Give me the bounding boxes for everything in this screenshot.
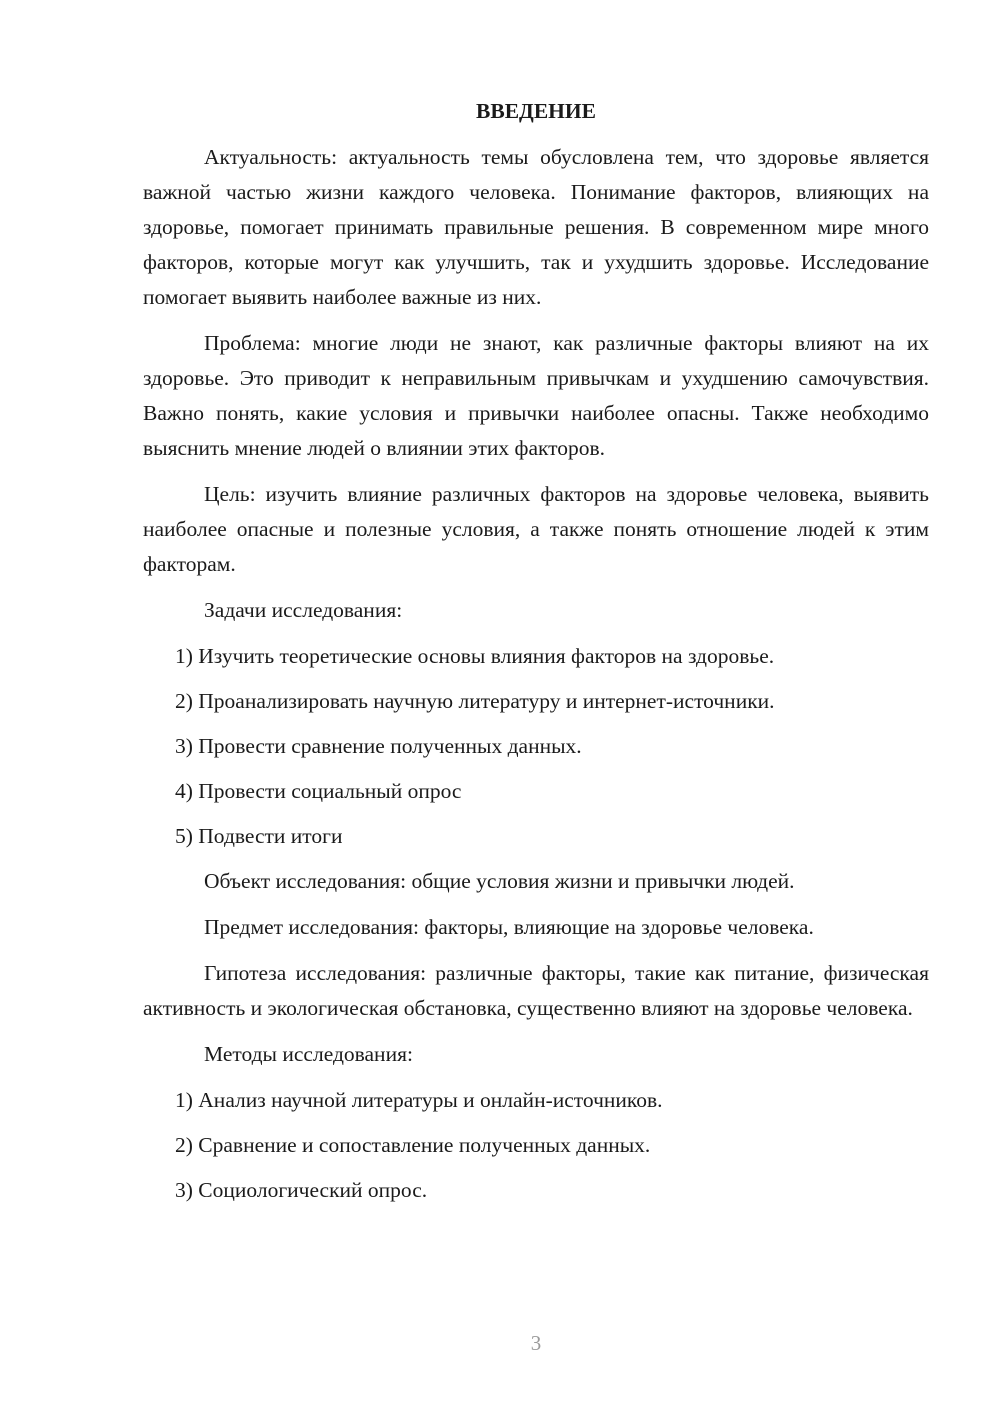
paragraph-subject: Предмет исследования: факторы, влияющие на здоровье человека. xyxy=(204,915,814,939)
paragraph-object: Объект исследования: общие условия жизни и привычки людей. xyxy=(204,869,795,893)
task-item: 5) Подвести итоги xyxy=(175,824,343,848)
tasks-heading: Задачи исследования: xyxy=(204,598,403,622)
paragraph-relevance: Актуальность: актуальность темы обусловлена тем, что здоровье является важной частью жизни каждого человека. Понимание факторов, влияющих на здоровье, помогает принимать правильные решения. В современном мире много факторов, которые могут как улучшить, так и ухудшить здоровье. Исследование помогает выявить наиболее важные из них. xyxy=(143,145,929,309)
methods-heading: Методы исследования: xyxy=(204,1042,413,1066)
task-item: 2) Проанализировать научную литературу и интернет-источники. xyxy=(175,689,775,713)
task-item: 3) Провести сравнение полученных данных. xyxy=(175,734,582,758)
method-item: 3) Социологический опрос. xyxy=(175,1178,428,1202)
task-item: 4) Провести социальный опрос xyxy=(175,779,462,803)
paragraph-problem: Проблема: многие люди не знают, как различные факторы влияют на их здоровье. Это приводит к неправильным привычкам и ухудшению самочувствия. Важно понять, какие условия и привычки наиболее опасны. Также необходимо выяснить мнение людей о влиянии этих факторов. xyxy=(143,331,929,460)
page-title: ВВЕДЕНИЕ xyxy=(476,99,596,123)
paragraph-hypothesis: Гипотеза исследования: различные факторы, такие как питание, физическая активность и экологическая обстановка, существенно влияют на здоровье человека. xyxy=(143,961,929,1020)
methods-list xyxy=(143,1083,929,1208)
task-item: 1) Изучить теоретические основы влияния факторов на здоровье. xyxy=(175,644,775,668)
page-content xyxy=(143,94,929,1218)
tasks-list xyxy=(143,639,929,854)
paragraph-goal: Цель: изучить влияние различных факторов на здоровье человека, выявить наиболее опасные и полезные условия, а также понять отношение людей к этим факторам. xyxy=(143,482,929,576)
method-item: 2) Сравнение и сопоставление полученных данных. xyxy=(175,1133,651,1157)
method-item: 1) Анализ научной литературы и онлайн-источников. xyxy=(175,1088,663,1112)
page-number: 3 xyxy=(530,1331,542,1355)
